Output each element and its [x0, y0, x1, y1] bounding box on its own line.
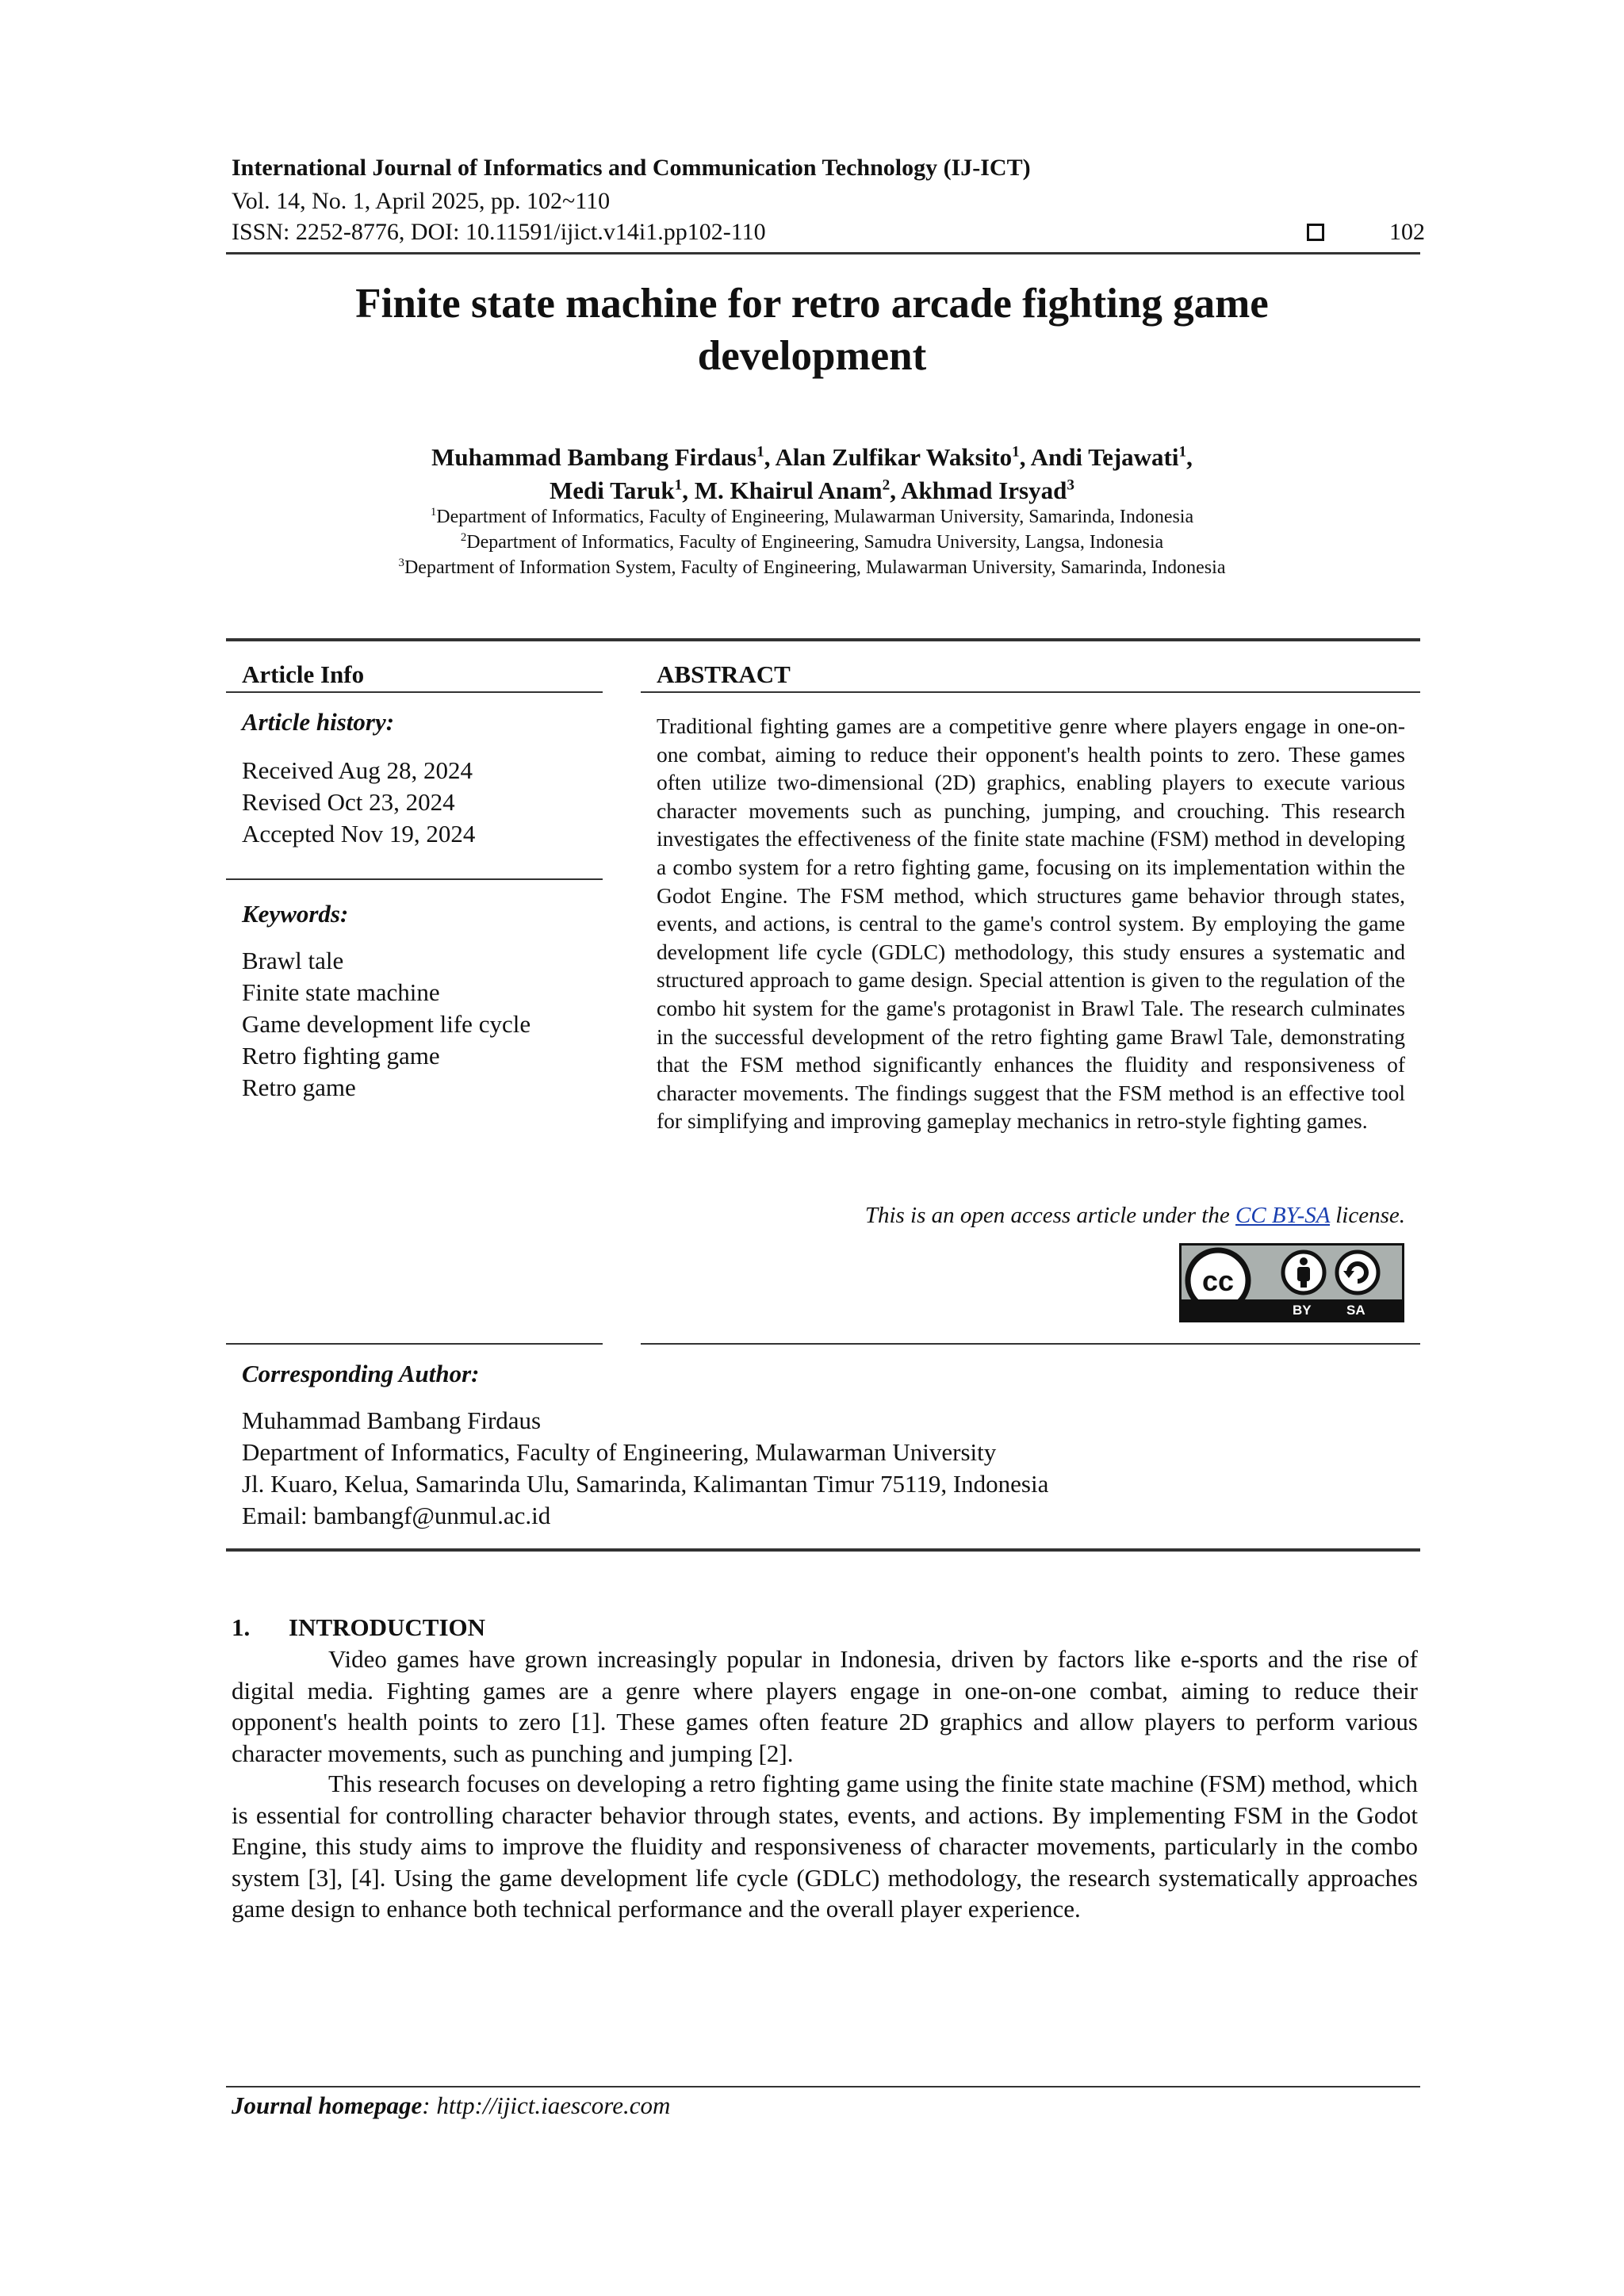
corresponding-address: Jl. Kuaro, Kelua, Samarinda Ulu, Samarinda, Kalimantan Timur 75119, Indonesia [242, 1470, 1049, 1498]
author-list [238, 441, 1386, 507]
author-name: M. Khairul Anam [694, 476, 883, 504]
corresponding-name: Muhammad Bambang Firdaus [242, 1406, 542, 1434]
license-prefix: This is an open access article under the [864, 1203, 1235, 1228]
author-affil-sup: 2 [882, 476, 891, 494]
author-separator: , [890, 476, 902, 504]
header-divider [226, 252, 1420, 254]
history-accepted: Accepted Nov 19, 2024 [242, 820, 476, 848]
author-name: Alan Zulfikar Waksito [775, 443, 1013, 471]
paper-title [238, 277, 1386, 382]
author-name: Akhmad Irsyad [901, 476, 1067, 504]
article-history-list [242, 755, 475, 850]
license-statement [657, 1200, 1405, 1230]
keywords-list [242, 945, 530, 1104]
journal-issn-doi: ISSN: 2252-8776, DOI: 10.11591/ijict.v14i1.pp102-110 [232, 219, 766, 245]
abstract-bottom-rule [641, 1343, 1420, 1345]
corresponding-author-heading: Corresponding Author: [242, 1360, 480, 1387]
affiliation-text: Department of Informatics, Faculty of Engineering, Samudra University, Langsa, Indonesia [466, 532, 1164, 553]
affiliation-text: Department of Information System, Faculty of Engineering, Mulawarman University, Samarinda, Indonesia [404, 557, 1226, 578]
affiliation [238, 530, 1386, 555]
keyword-item: Retro game [242, 1073, 356, 1101]
author-separator: , [1186, 443, 1193, 471]
author-line-1 [238, 441, 1386, 474]
abstract-text: Traditional fighting games are a competitive genre where players engage in one-on-one combat, aiming to reduce their opponent's health points to zero. These games often utilize two-dimensional (2D) graphics, enabling players to execute various character movements such as punching, jumping, and crouching. This research investigates the effectiveness of the finite state machine (FSM) method in developing a combo system for a retro fighting game, focusing on its implementation within the Godot Engine. The FSM method, which structures game behavior through states, events, and actions, is central to the game's control system. By employing the game development life cycle (GDLC) methodology, this study ensures a systematic and structured approach to game design. Special attention is given to the regulation of the combo hit system for the game's protagonist in Brawl Tale. The research culminates in the successful development of the retro fighting game Brawl Tale, demonstrating that the FSM method significantly enhances the fluidity and responsiveness of character movements. The findings suggest that the FSM method is an effective tool for simplifying and improving gameplay mechanics in retro-style fighting games. [657, 714, 1405, 1134]
cc-by-sa-badge[interactable] [1179, 1243, 1404, 1322]
cc-badge-bar [1182, 1299, 1402, 1320]
svg-text:cc: cc [1201, 1265, 1235, 1297]
keyword-item: Finite state machine [242, 978, 440, 1006]
affiliation [238, 504, 1386, 530]
keyword-item: Brawl tale [242, 947, 344, 974]
corresponding-email[interactable]: Email: bambangf@unmul.ac.id [242, 1502, 551, 1529]
history-received: Received Aug 28, 2024 [242, 756, 473, 784]
keyword-item: Game development life cycle [242, 1010, 531, 1038]
author-affil-sup: 3 [1067, 476, 1074, 494]
author-affil-sup: 1 [1012, 443, 1020, 461]
introduction-heading [232, 1612, 485, 1644]
article-info-rule [226, 691, 603, 693]
cc-by-label: BY [1293, 1303, 1312, 1318]
footer-rule [226, 2086, 1420, 2087]
section-title: INTRODUCTION [289, 1613, 486, 1641]
corresponding-author-details [242, 1405, 1048, 1532]
info-block-top-rule [226, 638, 1420, 641]
keywords-heading: Keywords: [242, 900, 349, 928]
history-revised: Revised Oct 23, 2024 [242, 788, 455, 816]
cc-by-sa-link[interactable]: CC BY-SA [1235, 1203, 1330, 1228]
section-number: 1. [232, 1613, 251, 1641]
homepage-link[interactable]: http://ijict.iaescore.com [436, 2091, 671, 2119]
author-affil-sup: 1 [756, 443, 764, 461]
author-name: Andi Tejawati [1030, 443, 1179, 471]
author-name: Medi Taruk [550, 476, 675, 504]
homepage-label: Journal homepage [232, 2091, 423, 2119]
intro-paragraph-2: This research focuses on developing a retro fighting game using the finite state machine (FSM) method, which is essential for controlling character behavior through states, events, and actions. By implementing FSM in the Godot Engine, this study aims to improve the fluidity and responsiveness of character movements, particularly in the combo system [3], [4]. Using the game development life cycle (GDLC) methodology, the research systematically approaches game design to enhance both technical performance and the overall player experience. [232, 1770, 1418, 1923]
journal-volume: Vol. 14, No. 1, April 2025, pp. 102~110 [232, 188, 611, 214]
corresponding-bottom-rule [226, 1548, 1420, 1552]
author-affil-sup: 1 [1178, 443, 1187, 461]
square-bullet-icon [1307, 224, 1324, 241]
author-separator: , [682, 476, 695, 504]
info-bottom-rule [226, 1343, 603, 1345]
journal-homepage [232, 2090, 670, 2122]
affiliation-list [238, 504, 1386, 580]
cc-sa-label: SA [1346, 1303, 1365, 1318]
keyword-item: Retro fighting game [242, 1042, 440, 1070]
corresponding-department: Department of Informatics, Faculty of Engineering, Mulawarman University [242, 1438, 997, 1466]
affiliation-sup: 1 [430, 506, 437, 519]
article-info-heading: Article Info [242, 660, 365, 688]
share-alike-icon [1337, 1252, 1378, 1293]
journal-title: International Journal of Informatics and Communication Technology (IJ-ICT) [232, 155, 1031, 181]
abstract-heading: ABSTRACT [657, 660, 791, 688]
affiliation-sup: 3 [398, 557, 404, 569]
attribution-icon [1283, 1252, 1324, 1293]
homepage-separator: : [422, 2091, 437, 2119]
abstract-rule [641, 691, 1420, 693]
license-suffix: license. [1329, 1203, 1405, 1228]
page-number: 102 [1389, 219, 1425, 245]
author-separator: , [1019, 443, 1031, 471]
paper-title-line-1: Finite state machine for retro arcade fighting game [355, 281, 1269, 327]
keywords-rule [226, 878, 603, 880]
author-separator: , [764, 443, 776, 471]
affiliation [238, 555, 1386, 580]
article-history-heading: Article history: [242, 708, 395, 736]
author-line-2 [238, 474, 1386, 507]
author-name: Muhammad Bambang Firdaus [431, 443, 757, 471]
affiliation-sup: 2 [460, 531, 467, 544]
intro-paragraph-1: Video games have grown increasingly popular in Indonesia, driven by factors like e-sports and the rise of digital media. Fighting games are a genre where players engage in one-on-one combat, aiming to reduce their opponent's health points to zero [1]. These games often feature 2D graphics and allow players to perform various character movements, such as punching and jumping [2]. [232, 1645, 1418, 1767]
paper-title-line-2: development [697, 333, 927, 379]
affiliation-text: Department of Informatics, Faculty of Engineering, Mulawarman University, Samarinda, Indonesia [436, 507, 1194, 527]
author-affil-sup: 1 [674, 476, 683, 494]
